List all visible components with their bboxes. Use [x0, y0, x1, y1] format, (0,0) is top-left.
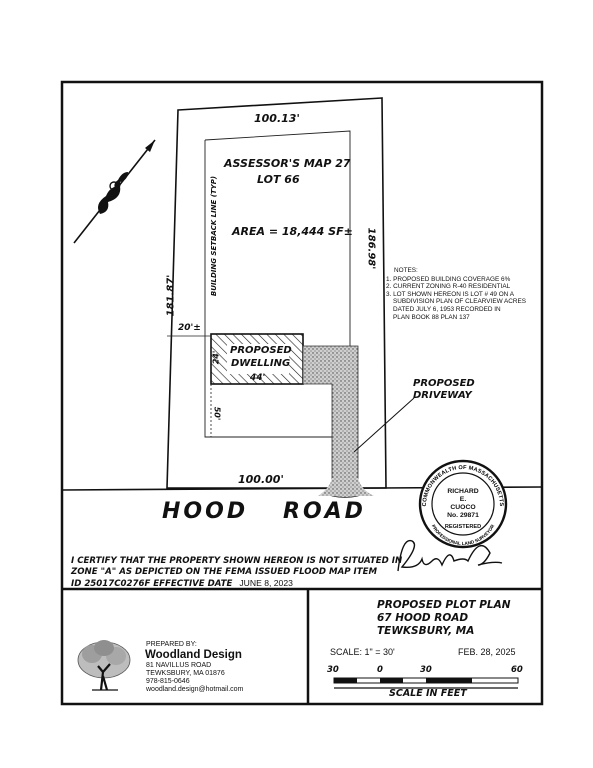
dim-50-label: 50' [212, 406, 222, 421]
seal-ring-top: COMMONWEALTH OF MASSACHUSETTS [421, 464, 505, 507]
note-2: 2. CURRENT ZONING R-40 RESIDENTIAL [386, 283, 511, 291]
dim-right-label: 186.98' [365, 227, 377, 270]
company-address1: 81 NAVILLUS ROAD [146, 662, 212, 669]
note-3-cont-c: PLAN BOOK 88 PLAN 137 [393, 313, 470, 321]
area-label: AREA = 18,444 SF± [232, 225, 353, 238]
certification-line2: ZONE "A" AS DEPICTED ON THE FEMA ISSUED FLOOD MAP ITEM [71, 567, 378, 577]
dim-top-label: 100.13' [254, 112, 300, 125]
dim-left-label: 181.87' [165, 274, 177, 317]
company-name: Woodland Design [145, 649, 242, 661]
dwelling-label-line2: DWELLING [231, 358, 291, 369]
scale-caption: SCALE IN FEET [389, 688, 467, 699]
seal-number: No. 29871 [447, 512, 479, 519]
driveway-apron [318, 478, 374, 496]
plan-scale: SCALE: 1" = 30' [330, 647, 395, 657]
certification-line1: I CERTIFY THAT THE PROPERTY SHOWN HEREON IS NOT SITUATED IN [71, 556, 403, 566]
dim-24-label: 24' [211, 350, 221, 365]
seal-name-1: RICHARD [447, 488, 479, 495]
plan-title: PROPOSED PLOT PLAN [377, 599, 511, 611]
note-3-cont-b: DATED JULY 6, 1953 RECORDED IN [393, 305, 501, 313]
seal-name-3: CUOCO [450, 504, 476, 511]
scale-tick-60: 60 [511, 665, 523, 675]
note-3: 3. LOT SHOWN HEREON IS LOT # 49 ON A [386, 290, 514, 298]
notes-title: NOTES: [394, 267, 418, 274]
setback-line-label: BUILDING SETBACK LINE (TYP) [210, 175, 218, 297]
north-arrow-icon [74, 140, 155, 243]
scale-bar [334, 678, 518, 688]
company-phone: 978-815-0646 [146, 678, 190, 685]
certification-line3 [71, 578, 293, 589]
notes-block [386, 267, 536, 321]
proposed-driveway [303, 346, 358, 498]
road-name-word1: HOOD [162, 499, 249, 524]
seal-status: REGISTERED [444, 524, 482, 530]
company-address2: TEWKSBURY, MA 01876 [146, 670, 225, 677]
scale-tick-30: 30 [420, 665, 432, 675]
seal-name-2: E. [459, 496, 467, 503]
lot-number-label: LOT 66 [257, 173, 300, 186]
driveway-label-line1: PROPOSED [413, 378, 475, 389]
plan-address: 67 HOOD ROAD [377, 612, 469, 624]
driveway-leader-line [354, 398, 414, 452]
plan-date: FEB. 28, 2025 [458, 647, 516, 657]
road-name-word2: ROAD [283, 499, 366, 524]
seal-ring-bottom: PROFESSIONAL LAND SURVEYOR [430, 523, 496, 547]
dim-bottom-label: 100.00' [238, 473, 284, 486]
scale-tick-0: 0 [377, 665, 383, 675]
dwelling-label-line1: PROPOSED [230, 345, 292, 356]
company-email: woodland.design@hotmail.com [146, 686, 244, 693]
dim-20-label: 20'± [178, 323, 201, 333]
dim-44-label: 44' [250, 373, 266, 383]
note-3-cont-a: SUBDIVISION PLAN OF CLEARVIEW ACRES [393, 298, 527, 306]
note-1: 1. PROPOSED BUILDING COVERAGE 6% [386, 275, 511, 283]
seal-center [433, 488, 493, 531]
scale-tick-30-left: 30 [327, 665, 339, 675]
certification-id: ID 25017C0276F EFFECTIVE DATE [71, 579, 233, 589]
assessor-map-label: ASSESSOR'S MAP 27 [224, 157, 351, 170]
tree-logo-icon [78, 640, 130, 690]
signature-text [400, 548, 515, 563]
certification-date: JUNE 8, 2023 [239, 578, 293, 588]
prepared-by-label: PREPARED BY: [146, 641, 197, 648]
plan-town: TEWKSBURY, MA [377, 625, 475, 637]
driveway-label-line2: DRIVEWAY [413, 390, 472, 401]
